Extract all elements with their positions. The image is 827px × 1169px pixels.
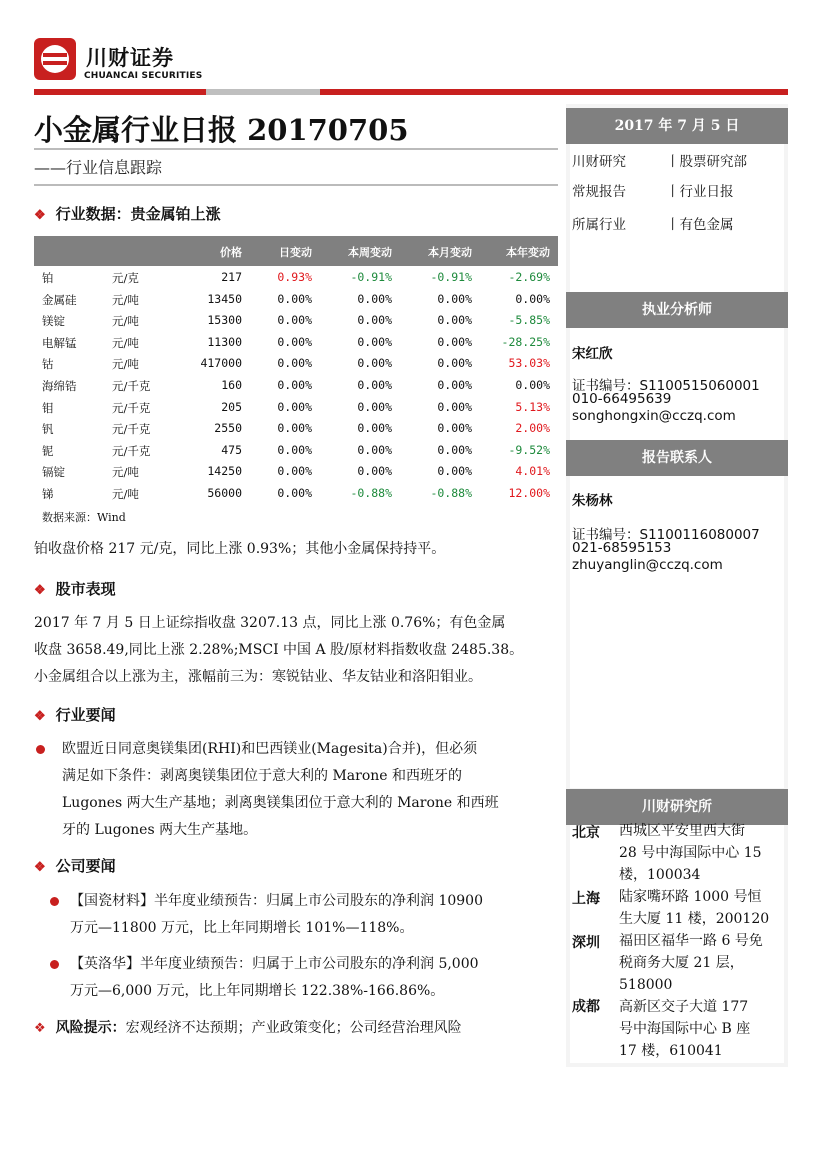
table-cell-price: 205: [221, 399, 242, 414]
office-address: 福田区福华一路 6 号免 税商务大厦 21 层， 518000: [619, 933, 763, 993]
table-cell-d: 0.00%: [277, 442, 312, 457]
table-cell-unit: 元/吨: [112, 357, 139, 372]
table-cell-d: 0.00%: [277, 378, 312, 392]
stock-paragraph: 2017 年 7 月 5 日上证综指收盘 3207.13 点，同比上涨 0.76%；有色金属 收盘 3658.49,同比上涨 2.28%;MSCI 中国 A 股/原材料指数收盘 2485.38。 小金属组合以上涨为主，涨幅前三为：寒锐钴业、华友钴业和洛阳钼业。: [34, 615, 524, 685]
contact-email[interactable]: zhuyanglin@cczq.com: [572, 557, 723, 573]
table-cell-d: 0.00%: [277, 291, 312, 306]
table-cell-price: 56000: [207, 486, 242, 500]
table-cell-y: 5.13%: [515, 399, 550, 414]
table-cell-name: 海绵锆: [42, 379, 77, 393]
table-row: [34, 418, 558, 440]
table-cell-m: 0.00%: [437, 464, 472, 479]
contact-cert: 证书编号：S1100116080007: [572, 527, 760, 543]
table-cell-m: 0.00%: [437, 356, 472, 371]
office-city: 北京: [572, 825, 600, 841]
table-cell-price: 14250: [207, 464, 242, 479]
bullet-icon: [50, 897, 59, 906]
section-company: ❖ 公司要闻: [34, 857, 116, 875]
company-news-1: 【国瓷材料】半年度业绩预告：归属上市公司股东的净利润 10900 万元—11800 万元，比上年同期增长 101%—118%。: [70, 893, 483, 936]
table-cell-unit: 元/千克: [112, 422, 151, 437]
table-cell-y: 0.00%: [515, 291, 550, 306]
table-row: [34, 397, 558, 419]
brand-name-en: CHUANCAI SECURITIES: [84, 71, 203, 81]
table-cell-m: -0.91%: [430, 270, 472, 284]
table-cell-w: 0.00%: [357, 356, 392, 371]
table-row: [34, 332, 558, 354]
table-cell-unit: 元/千克: [112, 379, 151, 393]
col-price: 价格: [220, 246, 242, 259]
table-cell-price: 160: [221, 378, 242, 392]
table-cell-name: 钴: [42, 357, 54, 372]
report-title: 小金属行业日报 20170705: [34, 113, 409, 147]
table-cell-y: -2.69%: [508, 270, 550, 284]
table-cell-w: 0.00%: [357, 421, 392, 436]
table-cell-price: 217: [221, 270, 242, 284]
contact-header: 报告联系人: [566, 440, 788, 476]
section-news: ❖ 行业要闻: [34, 706, 116, 724]
table-cell-d: 0.00%: [277, 334, 312, 349]
table-cell-w: 0.00%: [357, 442, 392, 457]
table-cell-d: 0.00%: [277, 356, 312, 371]
info-key: 常规报告: [572, 184, 626, 200]
table-cell-w: -0.88%: [350, 486, 392, 500]
table-cell-name: 锑: [42, 487, 54, 501]
table-cell-m: 0.00%: [437, 291, 472, 306]
table-row: [34, 267, 558, 289]
table-cell-name: 电解锰: [42, 335, 77, 350]
office-city: 深圳: [572, 935, 600, 951]
table-cell-m: 0.00%: [437, 399, 472, 414]
info-key: 川财研究: [572, 154, 626, 170]
table-cell-w: 0.00%: [357, 334, 392, 349]
analyst-phone: 010-66495639: [572, 391, 672, 407]
table-cell-unit: 元/吨: [112, 465, 139, 480]
summary-text: 铂收盘价格 217 元/克，同比上涨 0.93%；其他小金属保持持平。: [34, 541, 446, 557]
data-source: 数据来源：Wind: [42, 511, 126, 524]
office-city: 成都: [572, 999, 600, 1015]
table-cell-name: 铌: [42, 443, 54, 458]
table-row: [34, 289, 558, 311]
office-address: 西城区平安里西大街 28 号中海国际中心 15 楼，100034: [619, 823, 762, 883]
table-cell-name: 钼: [42, 400, 54, 415]
table-cell-price: 475: [221, 442, 242, 457]
table-cell-price: 11300: [207, 334, 242, 349]
bullet-icon: [50, 960, 59, 969]
table-cell-m: 0.00%: [437, 442, 472, 457]
table-cell-d: 0.00%: [277, 486, 312, 500]
header-divider-accent: [206, 89, 320, 95]
title-rule: [34, 148, 558, 150]
col-day: 日变动: [279, 246, 312, 259]
table-cell-y: 2.00%: [515, 421, 550, 436]
table-cell-name: 铂: [42, 271, 54, 285]
info-value: 丨股票研究部: [666, 154, 747, 170]
table-cell-name: 镉锭: [42, 465, 65, 480]
table-cell-name: 金属硅: [42, 292, 77, 307]
table-cell-unit: 元/千克: [112, 443, 151, 458]
table-cell-d: 0.00%: [277, 464, 312, 479]
analyst-name: 宋红欣: [572, 346, 613, 362]
col-week: 本周变动: [348, 246, 392, 259]
info-value: 丨行业日报: [666, 184, 734, 200]
col-month: 本月变动: [428, 246, 472, 259]
table-cell-price: 2550: [214, 421, 242, 436]
table-cell-w: 0.00%: [357, 313, 392, 328]
table-row: [34, 375, 558, 397]
table-row: [34, 310, 558, 332]
office-city: 上海: [572, 891, 600, 907]
diamond-bullet-icon: ❖: [34, 709, 46, 724]
news-paragraph: 欧盟近日同意奥镁集团(RHI)和巴西镁业(Magesita)合并)，但必须 满足如下条件：剥离奥镁集团位于意大利的 Marone 和西班牙的 Lugones 两大生产基地；剥离奥镁集团位于意大利的 Marone 和西班 牙的 Lugones 两大生产基地。: [62, 741, 499, 838]
table-cell-unit: 元/克: [112, 271, 139, 285]
bullet-icon: [36, 745, 45, 754]
table-cell-name: 钒: [42, 422, 54, 437]
table-cell-m: 0.00%: [437, 334, 472, 349]
office-address: 高新区交子大道 177 号中海国际中心 B 座 17 楼，610041: [619, 999, 751, 1059]
contact-phone: 021-68595153: [572, 540, 672, 556]
analyst-cert: 证书编号：S1100515060001: [572, 378, 760, 394]
table-cell-price: 13450: [207, 291, 242, 306]
table-row: [34, 461, 558, 483]
contact-name: 朱杨林: [572, 493, 613, 509]
table-cell-m: 0.00%: [437, 421, 472, 436]
table-cell-d: 0.00%: [277, 421, 312, 436]
institute-header: 川财研究所: [566, 789, 788, 825]
risk-notice: ❖ 风险提示：宏观经济不达预期；产业政策变化；公司经营治理风险: [34, 1020, 462, 1036]
table-cell-w: 0.00%: [357, 464, 392, 479]
subtitle-rule: [34, 184, 558, 186]
report-subtitle: ——行业信息跟踪: [34, 158, 163, 177]
office-address: 陆家嘴环路 1000 号恒 生大厦 11 楼，200120: [619, 889, 770, 927]
table-cell-m: -0.88%: [430, 486, 472, 500]
diamond-bullet-icon: ❖: [34, 1021, 46, 1036]
section-industry-data: ❖ 行业数据：贵金属铂上涨: [34, 205, 221, 223]
table-row: [34, 353, 558, 375]
table-cell-d: 0.00%: [277, 399, 312, 414]
table-cell-y: 53.03%: [508, 356, 550, 371]
table-cell-unit: 元/吨: [112, 487, 139, 501]
info-key: 所属行业: [572, 217, 626, 233]
table-cell-unit: 元/千克: [112, 400, 151, 415]
info-value: 丨有色金属: [666, 217, 734, 233]
table-cell-y: 0.00%: [515, 378, 550, 392]
report-date: 2017 年 7 月 5 日: [566, 108, 788, 144]
table-cell-y: 4.01%: [515, 464, 550, 479]
table-cell-unit: 元/吨: [112, 335, 139, 350]
table-cell-unit: 元/吨: [112, 314, 139, 329]
table-cell-name: 镁锭: [42, 314, 65, 329]
table-cell-price: 417000: [200, 356, 242, 371]
table-cell-w: 0.00%: [357, 291, 392, 306]
table-cell-y: 12.00%: [508, 486, 550, 500]
table-cell-d: 0.00%: [277, 313, 312, 328]
section-stock: ❖ 股市表现: [34, 580, 116, 598]
company-news-2: 【英洛华】半年度业绩预告：归属于上市公司股东的净利润 5,000 万元—6,000 万元，比上年同期增长 122.38%-166.86%。: [70, 956, 479, 999]
header-divider: [34, 89, 788, 95]
table-cell-w: 0.00%: [357, 399, 392, 414]
logo: [34, 38, 76, 80]
brand-name-cn: 川财证券: [86, 46, 174, 70]
table-cell-m: 0.00%: [437, 378, 472, 392]
diamond-bullet-icon: ❖: [34, 208, 46, 223]
table-row: [34, 483, 558, 505]
table-cell-price: 15300: [207, 313, 242, 328]
table-cell-y: -5.85%: [508, 313, 550, 328]
table-row: [34, 440, 558, 462]
col-year: 本年变动: [506, 246, 550, 259]
table-cell-m: 0.00%: [437, 313, 472, 328]
table-cell-d: 0.93%: [277, 270, 312, 284]
analyst-email[interactable]: songhongxin@cczq.com: [572, 408, 736, 424]
table-header: [34, 236, 558, 266]
analyst-header: 执业分析师: [566, 292, 788, 328]
table-cell-unit: 元/吨: [112, 292, 139, 307]
diamond-bullet-icon: ❖: [34, 860, 46, 875]
table-cell-w: -0.91%: [350, 270, 392, 284]
diamond-bullet-icon: ❖: [34, 583, 46, 598]
table-cell-y: -9.52%: [508, 442, 550, 457]
table-cell-y: -28.25%: [501, 334, 550, 349]
table-cell-w: 0.00%: [357, 378, 392, 392]
